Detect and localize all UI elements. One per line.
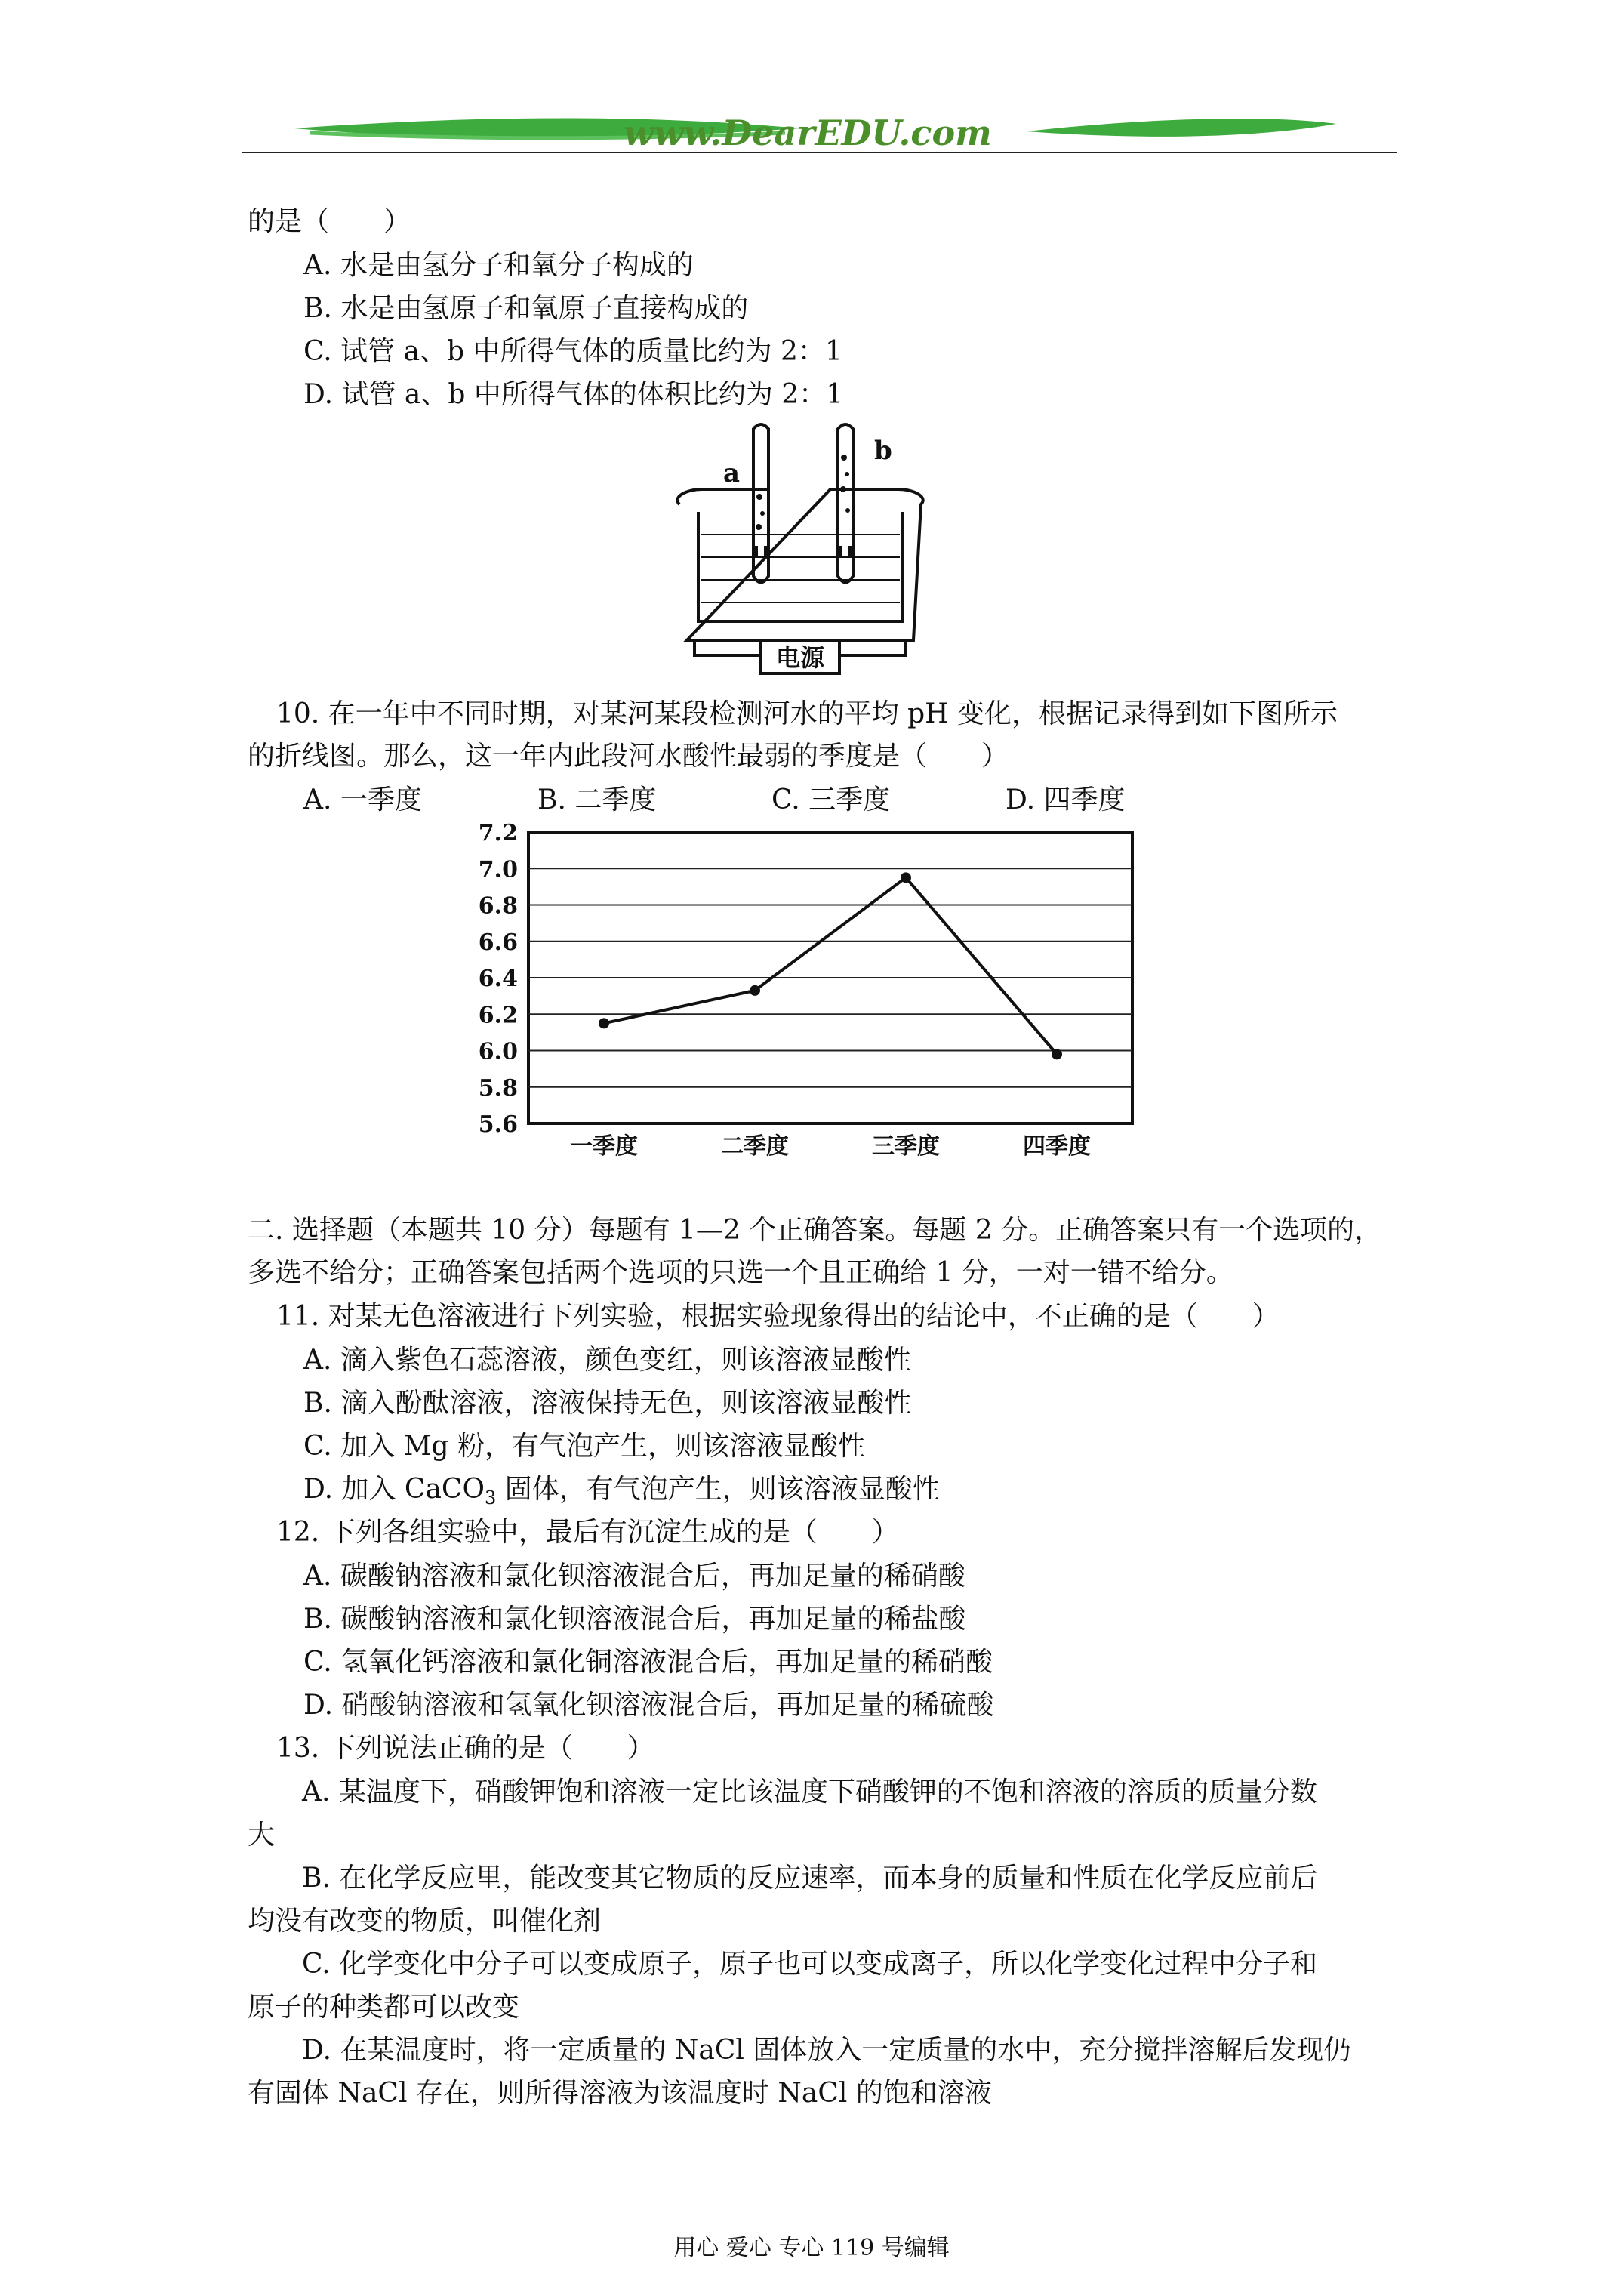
q11-option-d-subscript: 3 [484,1487,497,1509]
x-tick-label: 一季度 [570,1133,638,1160]
y-tick-label: 7.0 [478,856,518,883]
section2-intro-line1: 二. 选择题（本题共 10 分）每题有 1—2 个正确答案。每题 2 分。正确答案只有一个选项的， [248,1215,1382,1246]
site-logo-text: www.DearEDU.com [624,112,992,153]
page-footer: 用心 爱心 专心 119 号编辑 [673,2235,950,2261]
power-source-label: 电源 [775,643,825,672]
q9-option-d: D. 试管 a、b 中所得气体的体积比约为 2：1 [303,379,844,410]
q11-option-d [303,1473,940,1515]
y-tick-label: 6.0 [478,1038,518,1065]
q12-option-a: A. 碳酸钠溶液和氯化钡溶液混合后，再加足量的稀硝酸 [303,1561,965,1592]
y-tick-label: 6.4 [478,966,518,992]
q11-option-c: C. 加入 Mg 粉，有气泡产生，则该溶液显酸性 [303,1431,865,1462]
tube-b-label: b [874,436,892,466]
q12-option-d: D. 硝酸钠溶液和氢氧化钡溶液混合后，再加足量的稀硫酸 [303,1690,994,1721]
q10-stem-line2: 的折线图。那么，这一年内此段河水酸性最弱的季度是（ ） [248,741,1009,772]
q12-option-b: B. 碳酸钠溶液和氯化钡溶液混合后，再加足量的稀盐酸 [303,1604,966,1635]
x-tick-label: 三季度 [872,1133,940,1160]
q13-option-c-line2: 原子的种类都可以改变 [248,1992,520,2023]
q11-stem: 11. 对某无色溶液进行下列实验，根据实验现象得出的结论中，不正确的是（ ） [276,1301,1280,1332]
q11-option-b: B. 滴入酚酞溶液，溶液保持无色，则该溶液显酸性 [303,1388,912,1419]
q10-option-d: D. 四季度 [1006,784,1126,815]
data-point [750,985,760,996]
section2-intro-line2: 多选不给分；正确答案包括两个选项的只选一个且正确给 1 分，一对一错不给分。 [248,1257,1233,1288]
q12-stem: 12. 下列各组实验中，最后有沉淀生成的是（ ） [276,1517,899,1548]
y-tick-label: 6.2 [478,1002,518,1029]
tube-a-label: a [723,458,741,488]
q12-option-c: C. 氢氧化钙溶液和氯化铜溶液混合后，再加足量的稀硝酸 [303,1647,993,1678]
q9-option-c: C. 试管 a、b 中所得气体的质量比约为 2：1 [303,336,842,367]
ph-line-chart [453,823,1147,1170]
ph-series-line [604,877,1057,1054]
q13-option-b-line1: B. 在化学反应里，能改变其它物质的反应速率，而本身的质量和性质在化学反应前后 [302,1863,1318,1894]
y-tick-label: 6.6 [478,929,518,956]
q9-option-a: A. 水是由氢分子和氧分子构成的 [303,250,694,281]
q13-option-d-line2: 有固体 NaCl 存在，则所得溶液为该温度时 NaCl 的饱和溶液 [248,2078,992,2109]
q13-option-d-line1: D. 在某温度时，将一定质量的 NaCl 固体放入一定质量的水中，充分搅拌溶解后发现仍 [302,2035,1351,2066]
electrolysis-apparatus-figure [664,414,936,678]
q10-option-a: A. 一季度 [303,784,422,815]
y-tick-label: 6.8 [478,892,518,920]
q10-option-c: C. 三季度 [771,784,891,815]
q10-stem-line1: 10. 在一年中不同时期，对某河某段检测河水的平均 pH 变化，根据记录得到如下图所示 [276,698,1338,729]
q13-option-c-line1: C. 化学变化中分子可以变成原子，原子也可以变成离子，所以化学变化过程中分子和 [302,1949,1318,1980]
q13-option-b-line2: 均没有改变的物质，叫催化剂 [248,1906,602,1937]
q9-stem-tail: 的是（ ） [248,206,411,237]
data-point [599,1018,609,1028]
q11-option-d-post: 固体，有气泡产生，则该溶液显酸性 [496,1474,940,1505]
data-point [901,872,911,883]
q13-stem: 13. 下列说法正确的是（ ） [276,1733,654,1764]
q11-option-d-pre: D. 加入 CaCO [303,1474,485,1505]
y-tick-label: 5.6 [478,1111,518,1138]
q13-option-a-line1: A. 某温度下，硝酸钾饱和溶液一定比该温度下硝酸钾的不饱和溶液的溶质的质量分数 [302,1777,1317,1808]
y-tick-label: 5.8 [478,1074,518,1102]
q13-option-a-line2: 大 [248,1820,276,1851]
q9-option-b: B. 水是由氢原子和氧原子直接构成的 [303,293,749,324]
q10-option-b: B. 二季度 [537,784,657,815]
data-point [1052,1049,1062,1059]
x-tick-label: 四季度 [1023,1133,1091,1160]
x-tick-label: 二季度 [721,1133,789,1160]
q11-option-a: A. 滴入紫色石蕊溶液，颜色变红，则该溶液显酸性 [303,1345,911,1376]
header-banner [242,106,1397,166]
y-tick-label: 7.2 [478,823,518,846]
